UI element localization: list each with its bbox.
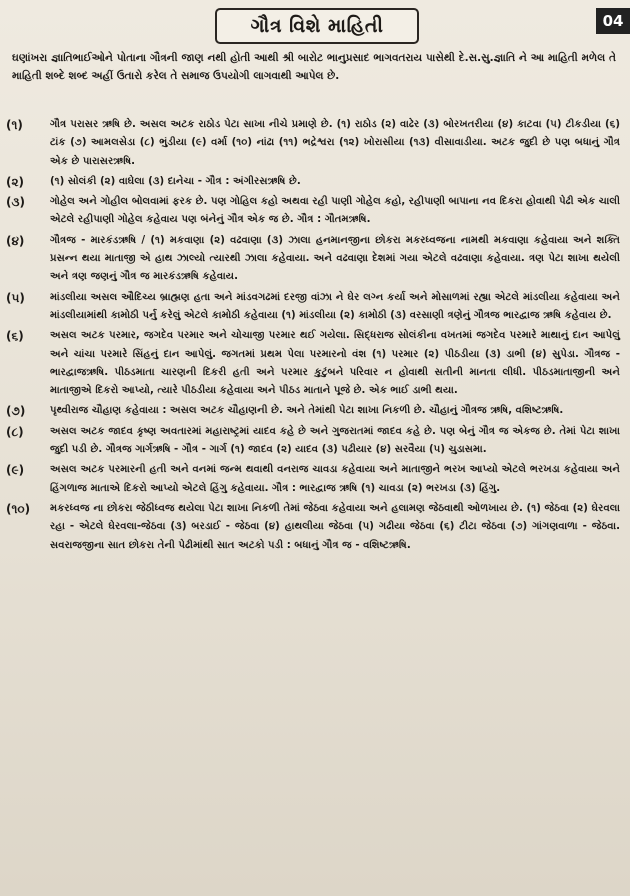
section-number: (૨) bbox=[6, 174, 25, 189]
section-number: (૫) bbox=[6, 290, 25, 305]
section-item bbox=[6, 193, 620, 230]
section-text: ગૌત્ર પરાસર ઋષિ છે. અસલ અટક રાઠોડ પેટા સાખા નીચે પ્રમાણે છે. (૧) રાઠોડ (૨) વાઢેર (૩) બોરખતરીયા (૪) કાટવા (૫) ટીકડીયા (૬) ટાંક (૭) આમલસેડા (૮) ભુંડીયા (૯) વર્મા (૧૦) નાંઢા (૧૧) ભદ્રેશ્વરા (૧૨) ખોરાસીયા (૧૩) વીસાવાડીયા. અટક જુદી છે પણ બધાનું ગૌત્ર એક છે પારાસરઋષિ. bbox=[50, 119, 620, 167]
title-box bbox=[215, 8, 419, 44]
section-text: માંડલીયા અસલ ઔદિચ્ય બ્રાહ્મણ હતા અને માંડવગઢમાં દરજી વાંઝા ને ઘેર લગ્ન કર્યા અને મોસાળમાં રહ્યા એટલે માંડલીયા કહેવાયા અને માંડલીયામાંથી કામોઠી પર્નુ કરેલું એટલે કામોઠી કહેવાયા (૧) માંડલીયા (૨) કામોઠી (૩) વરસાણી ત્રણેનું ગૌત્રજ ભારદ્વાજ ઋષિ કહેવાય છે. bbox=[50, 291, 620, 321]
section-number: (૯) bbox=[6, 463, 25, 478]
section-text: અસલ અટક પરમારની હતી અને વનમાં જન્મ થવાથી વનરાજ ચાવડા કહેવાયા અને માતાજીને ભરખ આપ્યો એટલે ભરખડા કહેવાયા અને હિંગળાજ માતાએ દિકરો આપ્યો એટલે હિંગુ કહેવાયા. ગૌત્ર : ભારદ્વાજ ઋષિ (૧) ચાવડા (૨) ભરખડા (૩) હિંગુ. bbox=[50, 464, 620, 494]
section-text: અસલ અટક જાદવ કૃષ્ણ અવતારમાં મહારાષ્ટ્રમાં યાદવ કહે છે અને ગુજરાતમાં જાદવ કહે છે. પણ બેનું ગૌત્ર જ એકજ છે. તેમાં પેટા શાખા જુદી પડી છે. ગૌત્રજ ગાર્ગઋષિ - ગૌત્ર - ગાર્ગ (૧) જાદવ (૨) યાદવ (૩) પઢીયાર (૪) સરવૈયા (૫) ચુડાસમા. bbox=[50, 425, 620, 456]
section-item bbox=[6, 327, 620, 400]
section-item bbox=[6, 461, 620, 498]
section-text: પૃથ્વીરાજ ચૌહાણ કહેવાયા : અસલ અટક ચૌહાણની છે. અને તેમાંથી પેટા શાખા નિકળી છે. ચૌહાનું ગૌત્રજ ઋષિ, વશિષ્ટઋષિ. bbox=[50, 405, 564, 417]
section-number: (૪) bbox=[6, 233, 25, 248]
section-text: ગૌત્રજ - મારકંડઋષિ / (૧) મકવાણા (૨) વઢવાણા (૩) ઝાલા હનમાનજીના છોકરા મકરધ્વજના નામથી મકવાણા કહેવાયા અને શક્તિ પ્રસન્ન થયા માતાજી એ હાથ ઝાલ્યો ત્યારથી ઝાલા કહેવાયા. અને વઢવાણા દેશમાં ગયા એટલે વઢવાણા કહેવાયા. ત્રણ પેટા શાખા થયેલી અને ત્રણ જણનું ગૌત્ર જ મારકંડઋષિ કહેવાય. bbox=[50, 234, 620, 283]
section-item bbox=[6, 232, 620, 287]
page-number-badge: 04 bbox=[596, 8, 630, 34]
section-text: મકરધ્વજ ના છોકરા જેઠીધ્વજ થયેલા પેટા શાખા નિકળી તેમાં જેઠવા કહેવાયા અને હલામણ જેઠવાથી ઓળખાય છે. (૧) જેઠવા (૨) ઘેરવલા રહા - એટલે ઘેરવલા-જેઠવા (૩) બરડાઈ - જેઠવા (૪) હાથલીયા જેઠવા (૫) ગઢીયા જેઠવા (૬) ટીટા જેઠવા (૭) ગાંગણવાળા - જેઠવા. સવરાજજીના સાત છોકરા તેની પેઢીમાંથી સાત અટકો પડી : બધાનું ગૌત્ર જ - વશિષ્ટઋષિ. bbox=[50, 502, 621, 551]
section-number: (૧) bbox=[6, 118, 23, 132]
section-number: (૮) bbox=[6, 424, 24, 439]
section-number: (૬) bbox=[6, 329, 24, 344]
section-number: (૧૦) bbox=[6, 501, 31, 516]
section-item bbox=[6, 500, 620, 555]
section-item bbox=[6, 289, 620, 326]
intro-paragraph: ઘણાંખરા જ્ઞાતિભાઈઓને પોતાના ગૌત્રની જાણ નથી હોતી આથી શ્રી બારોટ ભાનુપ્રસાદ ભાગવતરાય પાસેથી દે.સ.સુ.જ્ઞાતિ ને આ માહિતી મળેલ તે માહિતી શબ્દે શબ્દ અહીં ઉતારો કરેલ તે સમાજ ઉપયોગી લાગવાથી આપેલ છે. bbox=[12, 52, 616, 82]
section-number: (૩) bbox=[6, 195, 25, 210]
section-item bbox=[6, 173, 620, 191]
section-item bbox=[6, 402, 620, 420]
section-number: (૭) bbox=[6, 404, 26, 419]
page-title: ગૌત્ર વિશે માહિતી bbox=[250, 15, 384, 37]
sections-list bbox=[6, 116, 620, 557]
section-text: અસલ અટક પરમાર, જગદેવ પરમાર અને ચોચાજી પરમાર થઈ ગયેલા. સિદ્ધરાજ સોલંકીના વખતમાં જગદેવ પરમારે માથાનું દાન આપેલું અને ચાંચા પરમારે સિંહનું દાન આપેલું. જગતમાં પ્રથમ પેલા પરમારનો વંશ (૧) પરમાર (૨) પીઠડીયા (૩) ડાભી (૪) સુપેડા. ગૌત્રજ - ભારદ્વાજઋષિ. પીઠડમાતા ચારણની દિકરી હતી અને પરમાર કુટુંબને પરિવાર ન હોવાથી સતીની માનતા લીધી. પીઠડમાતાજીની અને માતાજીએ દિકરો આપ્યો, ત્યારે પીઠડીયા કહેવાયા અને પીઠડ માતાને પૂજે છે. એક ભાઈ ડાભી થયા. bbox=[50, 330, 620, 397]
section-text: ગોહેલ અને ગોહીલ બોલવામાં ફરક છે. પણ ગોહિલ કહો અથવા રહી પાણી ગોહેલ કહો, રહીપાણી બાપાના નવ દિકરા હોવાથી પેઢી એક ચાલી એટલે રહીપાણી ગોહેલ કહેવાય પણ બંનેનું ગૌત્ર એક જ છે. ગૌત્ર : ગૌતમઋષિ. bbox=[50, 196, 620, 226]
section-item bbox=[6, 423, 620, 460]
section-text: (૧) સોલંકી (૨) વાઘેલા (૩) દાનેચા - ગૌત્ર : અંગીરસઋષિ છે. bbox=[50, 175, 301, 187]
section-item bbox=[6, 116, 620, 171]
